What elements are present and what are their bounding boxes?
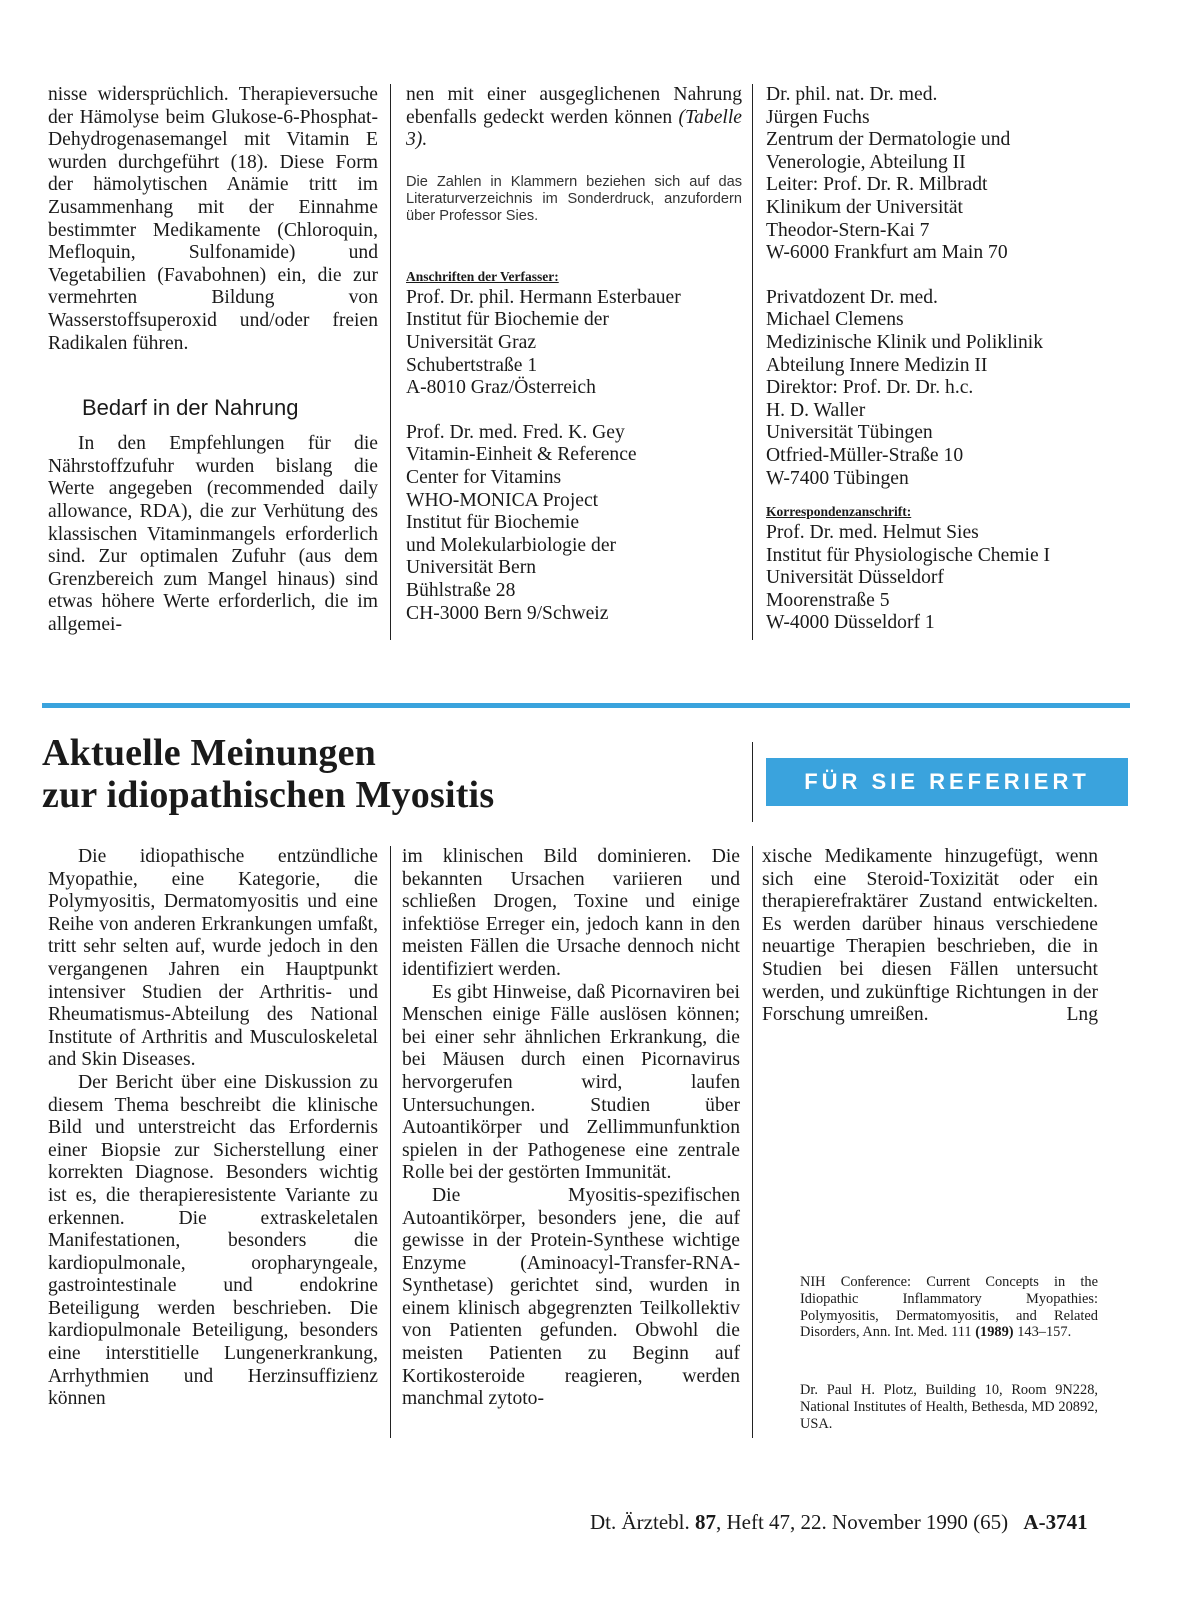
address-line: Privatdozent Dr. med. [766,286,938,308]
address-line: Center for Vitamins [406,466,562,488]
address-line: Michael Clemens [766,309,904,331]
article-column-1 [48,846,378,1411]
address-line: Theodor-Stern-Kai 7 [766,219,930,241]
address-line: Institut für Physiologische Chemie I [766,544,1051,566]
address-line: H. D. Waller [766,399,866,421]
address-sies [766,522,1136,635]
footer-journal: Dt. Ärztebl. [590,1510,690,1534]
addresses-label: Anschriften der Verfasser: [406,268,559,284]
address-line: Abteilung Innere Medizin II [766,354,988,376]
address-line: Prof. Dr. phil. Hermann Esterbauer [406,286,681,308]
column-divider [390,84,391,640]
address-line: Venerologie, Abteilung II [766,151,966,173]
top-col2-text: nen mit einer ausgeglichenen Nahrung ebenfalls gedeckt werden können [406,84,742,128]
address-line: CH-3000 Bern 9/Schweiz [406,602,609,624]
address-fuchs [766,84,1136,265]
address-line: Bühlstraße 28 [406,579,516,601]
address-gey [406,422,742,625]
column-divider [390,846,391,1438]
footer-page-number: A-3741 [1023,1510,1088,1534]
address-line: Otfried-Müller-Straße 10 [766,444,964,466]
address-esterbauer [406,287,742,400]
section-separator [42,703,1130,708]
section-heading: Bedarf in der Nahrung [82,395,299,421]
address-line: Leiter: Prof. Dr. R. Milbradt [766,174,988,196]
address-line: Medizinische Klinik und Poliklinik [766,331,1044,353]
column-divider [752,84,753,640]
address-line: W-7400 Tübingen [766,467,909,489]
reference-pages: 143–157. [1017,1324,1072,1341]
reference-year: (1989) [975,1324,1014,1341]
address-line: Klinikum der Universität [766,196,963,218]
article-col2-paragraph-3: Die Myositis-spezifischen Autoantikörper, besonders jene, die auf gewisse in der Protein-Synthese wichtige Enzyme (Aminoacyl-Transfer-RNA-Synthetase) gerichtet sind, wurden in einem klinisch abgegrenzten Teilkollektiv von Patienten gefunden. Obwohl die meisten Patienten zu Beginn auf Kortikosteroide reagieren, werden manchmal zytoto- [402,1184,740,1410]
article-col2-paragraph-2: Es gibt Hinweise, daß Picornaviren bei Menschen einige Fälle auslösen können; bei einer sehr ähnlichen Erkrankung, die bei Mäusen durch einen Picornavirus hervorgerufen wird, laufen Untersuchungen. Studien über Autoantikörper und Zellimmunfunktion spielen in der Pathogenese eine zentrale Rolle bei der gestörten Immunität. [402,981,740,1184]
article-column-2 [402,846,740,1411]
address-line: Universität Graz [406,331,537,353]
article-col1-paragraph-1: Die idiopathische entzündliche Myopathie, eine Kategorie, die Polymyositis, Dermatomyositis und eine Reihe von anderen Erkrankungen umfaßt, tritt sehr selten auf, wurde jedoch in den vergangenen Jahren ein Hauptpunkt intensiver Studien der Arthritis- und Rheumatismus-Abteilung des National Institute of Arthritis and Musculoskeletal and Skin Diseases. [48,846,378,1071]
top-column-1 [48,84,378,636]
footer-issue: , Heft 47, 22. November 1990 (65) [715,1510,1009,1534]
article-title [42,732,494,816]
top-col2-paragraph [406,84,742,152]
table-reference: (Tabelle 3). [406,106,742,151]
address-line: Universität Bern [406,557,537,579]
address-line: Zentrum der Dermatologie und [766,129,1011,151]
address-line: und Molekularbiologie der [406,534,617,556]
top-col1-paragraph: nisse widersprüchlich. Therapieversuche der Hämolyse beim Glukose-6-Phosphat-Dehydrogenasemangel mit Vitamin E wurden durchgeführt (18). Diese Form der hämolytischen Anämie tritt im Zusammenhang mit der Einnahme bestimmter Medikamente (Chloroquin, Mefloquin, Sulfonamide) und Vegetabilien (Favabohnen) ein, die zur vermehrten Bildung von Wasserstoffsuperoxid und/oder freien Radikalen führen. [48,84,378,354]
article-col3-paragraph [762,846,1098,1027]
reference-note: Die Zahlen in Klammern beziehen sich auf das Literaturverzeichnis im Sonderdruck, anzufordern über Professor Sies. [406,173,742,224]
correspondence-label: Korrespondenzanschrift: [766,504,912,520]
address-line: Dr. phil. nat. Dr. med. [766,84,938,105]
address-line: A-8010 Graz/Österreich [406,377,596,399]
top-column-3 [766,84,1136,635]
address-clemens [766,287,1136,490]
article-title-line-2: zur idiopathischen Myositis [42,774,495,816]
address-line: Universität Düsseldorf [766,567,944,589]
contact-address: Dr. Paul H. Plotz, Building 10, Room 9N228, National Institutes of Health, Bethesda, MD 20892, USA. [800,1382,1098,1432]
address-line: Direktor: Prof. Dr. Dr. h.c. [766,377,974,399]
address-line: Schubertstraße 1 [406,354,538,376]
column-divider [752,846,753,1438]
address-line: Prof. Dr. med. Helmut Sies [766,522,979,544]
address-line: Vitamin-Einheit & Reference [406,444,637,466]
article-col2-paragraph-1: im klinischen Bild dominieren. Die bekannten Ursachen variieren und schließen Drogen, Toxine und einige infektiöse Erreger ein, jedoch kann in den meisten Fällen die Ursache dennoch nicht identifiziert werden. [402,846,740,980]
footer-volume: 87 [694,1510,716,1534]
address-line: Jürgen Fuchs [766,106,870,128]
top-col1-paragraph-2: In den Empfehlungen für die Nährstoffzufuhr wurden bislang die Werte angegeben (recommended daily allowance, RDA), die zur Verhütung des klassischen Vitaminmangels erforderlich sind. Zur optimalen Zufuhr (aus dem Grenzbereich zum Mangel hinaus) sind etwas höhere Werte erforderlich, die im allgemei- [48,433,378,635]
address-line: Universität Tübingen [766,422,933,444]
article-column-3 [762,846,1098,1027]
reference-citation: NIH Conference: Current Concepts in the Idiopathic Inflammatory Myopathies: Polymyositis, Dermatomyositis, and Related Disorders, Ann. Int. Med. 111 [800,1274,1098,1341]
top-column-2 [406,84,742,625]
article-title-line-1: Aktuelle Meinungen [42,732,377,774]
article-col3-text: xische Medikamente hinzugefügt, wenn sich eine Steroid-Toxizität oder ein therapierefraktärer Zustand entwickelten. Es werden darüber hinaus verschiedene neuartige Therapien beschrieben, die in Studien bei diesen Fällen untersucht werden, und zukünftige Richtungen in der Forschung umreißen. [762,846,1098,1026]
page-footer [590,1510,1088,1535]
column-divider [752,742,753,822]
address-line: Institut für Biochemie [406,512,580,534]
address-line: WHO-MONICA Project [406,489,599,511]
section-badge: FÜR SIE REFERIERT [766,758,1128,806]
article-col1-paragraph-2: Der Bericht über eine Diskussion zu diesem Thema beschreibt die klinische Bild und unterstreicht das Erfordernis einer Biopsie zur Sicherstellung einer korrekten Diagnose. Besonders wichtig ist es, die therapieresistente Variante zu erkennen. Die extraskeletalen Manifestationen, besonders die kardiopulmonale, oropharyngeale, gastrointestinale und endokrine Beteiligung werden beschrieben. Die kardiopulmonale Beteiligung, besonders eine interstitielle Lungenerkrankung, Arrhythmien und Herzinsuffizienz können [48,1071,378,1410]
address-line: Prof. Dr. med. Fred. K. Gey [406,421,625,443]
author-signature: Lng [1066,1004,1098,1026]
address-line: W-6000 Frankfurt am Main 70 [766,242,1008,264]
address-line: Institut für Biochemie der [406,309,609,331]
source-reference [800,1274,1098,1341]
address-line: W-4000 Düsseldorf 1 [766,612,935,634]
address-line: Moorenstraße 5 [766,589,890,611]
